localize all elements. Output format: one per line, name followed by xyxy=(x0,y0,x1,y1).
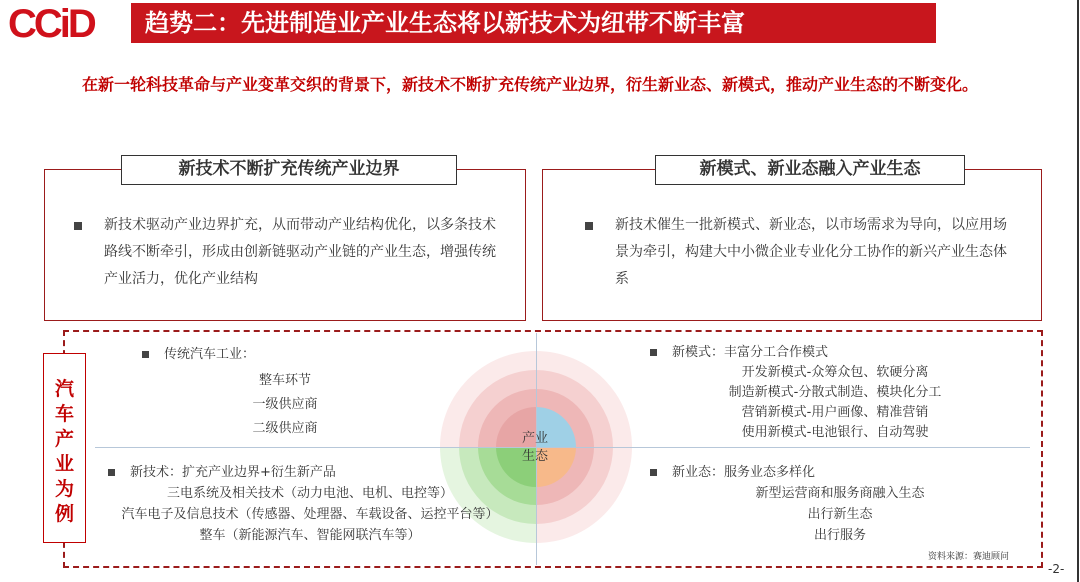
bullet-square-icon xyxy=(585,222,593,230)
list-item: 出行服务 xyxy=(813,528,866,543)
list-item: 汽车电子及信息技术（传感器、处理器、车载设备、运控平台等） xyxy=(121,507,499,522)
list-item: 三电系统及相关技术（动力电池、电机、电控等） xyxy=(166,486,453,501)
source-note: 资料来源：赛迪顾问 xyxy=(928,552,1010,562)
list-item: 新型运营商和服务商融入生态 xyxy=(755,486,925,501)
new-tech-heading: 新技术：扩充产业边界+衍生新产品 xyxy=(108,463,336,483)
right-panel-title: 新模式、新业态融入产业生态 xyxy=(655,155,965,185)
automotive-example-label: 汽 车 产 业 为 例 xyxy=(43,353,86,543)
list-item: 制造新模式-分散式制造、模块化分工 xyxy=(728,385,942,400)
list-item: 使用新模式-电池银行、自动驾驶 xyxy=(741,425,929,440)
horizontal-axis-line xyxy=(95,447,1030,448)
intro-paragraph: 在新一轮科技革命与产业变革交织的背景下，新技术不断扩充传统产业边界，衍生新业态、新模式，推动产业生态的不断变化。 xyxy=(82,75,979,94)
list-item: 出行新生态 xyxy=(807,507,873,522)
right-panel-bullet-text: 新技术催生一批新模式、新业态，以市场需求为导向，以应用场景为牵引，构建大中小微企业专业化分工协作的新兴产业生态体系 xyxy=(615,217,1007,287)
list-item: 开发新模式-众筹众包、软硬分离 xyxy=(741,365,929,380)
list-item: 营销新模式-用户画像、精准营销 xyxy=(741,405,929,420)
page-number: -2- xyxy=(1048,562,1065,576)
list-item: 二级供应商 xyxy=(252,421,318,436)
list-item: 整车（新能源汽车、智能网联汽车等） xyxy=(199,528,421,543)
right-panel-bullet xyxy=(585,212,1015,293)
bullet-square-icon xyxy=(650,469,657,476)
left-panel-bullet xyxy=(74,212,504,293)
center-ecosystem-label: 产业 生态 xyxy=(521,431,548,464)
list-item: 一级供应商 xyxy=(252,397,318,412)
page-title: 趋势二：先进制造业产业生态将以新技术为纽带不断丰富 xyxy=(131,3,936,43)
new-business-heading: 新业态：服务业态多样化 xyxy=(650,463,815,483)
bullet-square-icon xyxy=(74,222,82,230)
bullet-square-icon xyxy=(142,351,149,358)
ccid-logo: CCiD xyxy=(8,2,94,46)
left-panel-bullet-text: 新技术驱动产业边界扩充，从而带动产业结构优化，以多条技术路线不断牵引，形成由创新链驱动产业链的产业生态，增强传统产业活力，优化产业结构 xyxy=(104,217,496,287)
bullet-square-icon xyxy=(108,469,115,476)
bullet-square-icon xyxy=(650,349,657,356)
list-item: 整车环节 xyxy=(258,373,311,388)
new-model-heading: 新模式：丰富分工合作模式 xyxy=(650,343,828,363)
traditional-industry-heading: 传统汽车工业： xyxy=(142,345,255,365)
left-panel-title: 新技术不断扩充传统产业边界 xyxy=(121,155,457,185)
page-edge-line xyxy=(1077,0,1079,582)
